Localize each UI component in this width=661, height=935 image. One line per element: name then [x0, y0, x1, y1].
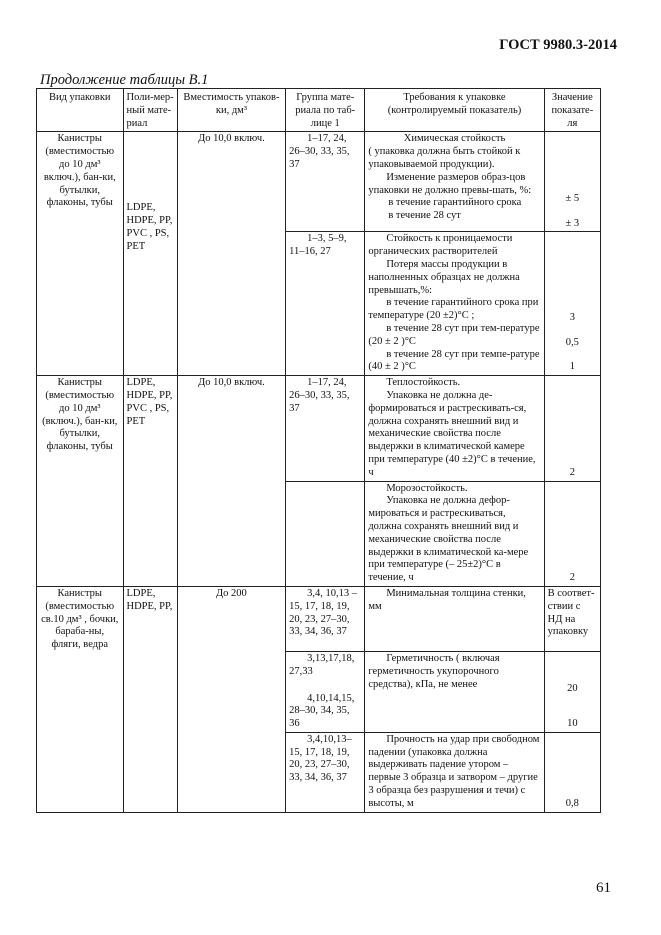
cell-requirement — [365, 586, 544, 651]
value-text: 0,5 — [565, 336, 579, 348]
cell-material: LDPE, HDPE, PP, — [123, 586, 177, 812]
group-text: 3,13,17,18, 27,33 — [289, 652, 355, 677]
cell-requirement — [365, 732, 544, 812]
value-text: 20 — [567, 683, 578, 695]
col-header-material: Поли-мер-ный мате-риал — [123, 89, 177, 132]
requirement-line: Минимальная толщина стенки, мм — [368, 587, 526, 612]
requirement-line: в течение 28 сут при тем-пературе (20 ± 2 )°С — [368, 322, 540, 347]
cell-requirement — [365, 481, 544, 586]
requirement-line: Потеря массы продукции в наполненных образцах не должна превышать,%: — [368, 258, 520, 296]
requirement-line: Упаковка не должна де-формироваться и растрескивать-ся, должна сохранять внешний вид и механические свойства после выдержки в климатической камере при температуре (40 ±2)°С в течение, ч — [368, 389, 536, 478]
requirement-line: Теплостойкость. — [386, 377, 461, 389]
cell-kind: Канистры (вместимостью до 10 дм³ (включ.), бан-ки, бутылки, флаконы, тубы — [37, 376, 124, 587]
value-text: В соответ-ствии с НД на упаковку — [547, 587, 595, 638]
table-header-row — [37, 89, 601, 132]
cell-value — [544, 481, 600, 586]
group-text: 4,10,14,15, 28–30, 34, 35, 36 — [289, 692, 355, 730]
requirement-line: в течение гарантийного срока при температуре (20 ±2)°С ; — [368, 297, 539, 322]
value-text: 3 — [569, 311, 575, 323]
cell-material: LDPE, HDPE, PP, PVC , PS, PET — [123, 132, 177, 376]
cell-group — [286, 586, 365, 651]
cell-requirement — [365, 132, 544, 232]
value-text: 2 — [569, 466, 575, 478]
value-text: 10 — [567, 718, 578, 730]
cell-capacity: До 200 — [177, 586, 285, 812]
value-text: 2 — [569, 572, 575, 584]
requirement-line: Упаковка не должна дефор-мироваться и растрескиваться, должна сохранять внешний вид и механические свойства после выдержки в климатической ка-мере при температуре (– 25±2)°С в течение, ч — [368, 495, 529, 584]
table-row — [37, 376, 601, 481]
table-row — [37, 132, 601, 232]
cell-group — [286, 732, 365, 812]
requirement-line: Морозостойкость. — [386, 482, 468, 494]
cell-kind: Канистры (вместимостью до 10 дм³ включ.), бан-ки, бутылки, флаконы, тубы — [37, 132, 124, 376]
requirement-line: Герметичность ( включая герметичность укупорочного средства), кПа, не менее — [368, 652, 500, 690]
cell-capacity: До 10,0 включ. — [177, 132, 285, 376]
cell-requirement — [365, 376, 544, 481]
value-text: ± 5 — [565, 192, 580, 204]
cell-group — [286, 376, 365, 481]
group-text: 1–3, 5–9, 11–16, 27 — [289, 233, 347, 258]
value-text: ± 3 — [565, 217, 580, 229]
requirement-line: Химическая стойкость — [403, 133, 506, 145]
group-text: 3,4,10,13– 15, 17, 18, 19, 20, 23, 27–30, 33, 34, 36, 37 — [289, 733, 352, 784]
requirement-line: Изменение размеров образ-цов упаковки не должно превы-шать, %: — [368, 171, 532, 196]
table-caption: Продолжение таблицы В.1 — [40, 72, 209, 88]
group-text: 3,4, 10,13 – 15, 17, 18, 19, 20, 23, 27–30, 33, 34, 36, 37 — [289, 587, 357, 638]
col-header-group: Группа мате-риала по таб-лице 1 — [286, 89, 365, 132]
requirements-table — [36, 88, 601, 813]
page-number: 61 — [596, 880, 611, 896]
cell-value — [544, 132, 600, 232]
cell-group — [286, 232, 365, 376]
cell-group — [286, 132, 365, 232]
requirement-line: в течение 28 сут при темпе-ратуре (40 ± 2 )°С — [368, 348, 540, 373]
group-text: 1–17, 24, 26–30, 33, 35, 37 — [289, 377, 350, 414]
cell-group — [286, 481, 365, 586]
value-text: 1 — [569, 361, 575, 373]
cell-requirement — [365, 232, 544, 376]
cell-group — [286, 651, 365, 732]
cell-value — [544, 376, 600, 481]
cell-value — [544, 651, 600, 732]
document-code: ГОСТ 9980.3-2014 — [499, 37, 617, 53]
cell-value — [544, 586, 600, 651]
cell-requirement — [365, 651, 544, 732]
col-header-requirements: Требования к упаковке (контролируемый показатель) — [365, 89, 544, 132]
col-header-value: Значение показате-ля — [544, 89, 600, 132]
requirement-line: в течение гарантийного срока — [388, 197, 522, 209]
cell-material: LDPE, HDPE, PP, PVC , PS, PET — [123, 376, 177, 587]
group-text: 1–17, 24, 26–30, 33, 35, 37 — [289, 133, 350, 170]
table-row — [37, 586, 601, 651]
col-header-kind: Вид упаковки — [37, 89, 124, 132]
col-header-capacity: Вместимость упаков-ки, дм³ — [177, 89, 285, 132]
cell-value — [544, 732, 600, 812]
requirement-line: Прочность на удар при свободном падении (упаковка должна выдерживать падение утором – первые 3 образца и затвором – другие 3 образца без разрушения и течи) с высоты, м — [368, 733, 540, 809]
requirement-line: ( упаковка должна быть стойкой к упаковываемой продукции). — [368, 146, 521, 170]
requirement-line: Стойкость к проницаемости органических растворителей — [368, 233, 513, 258]
cell-kind: Канистры (вместимостью св.10 дм³ , бочки, бараба-ны, фляги, ведра — [37, 586, 124, 812]
cell-capacity: До 10,0 включ. — [177, 376, 285, 587]
cell-value — [544, 232, 600, 376]
requirement-line: в течение 28 сут — [388, 210, 461, 222]
value-text: 0,8 — [565, 798, 579, 810]
